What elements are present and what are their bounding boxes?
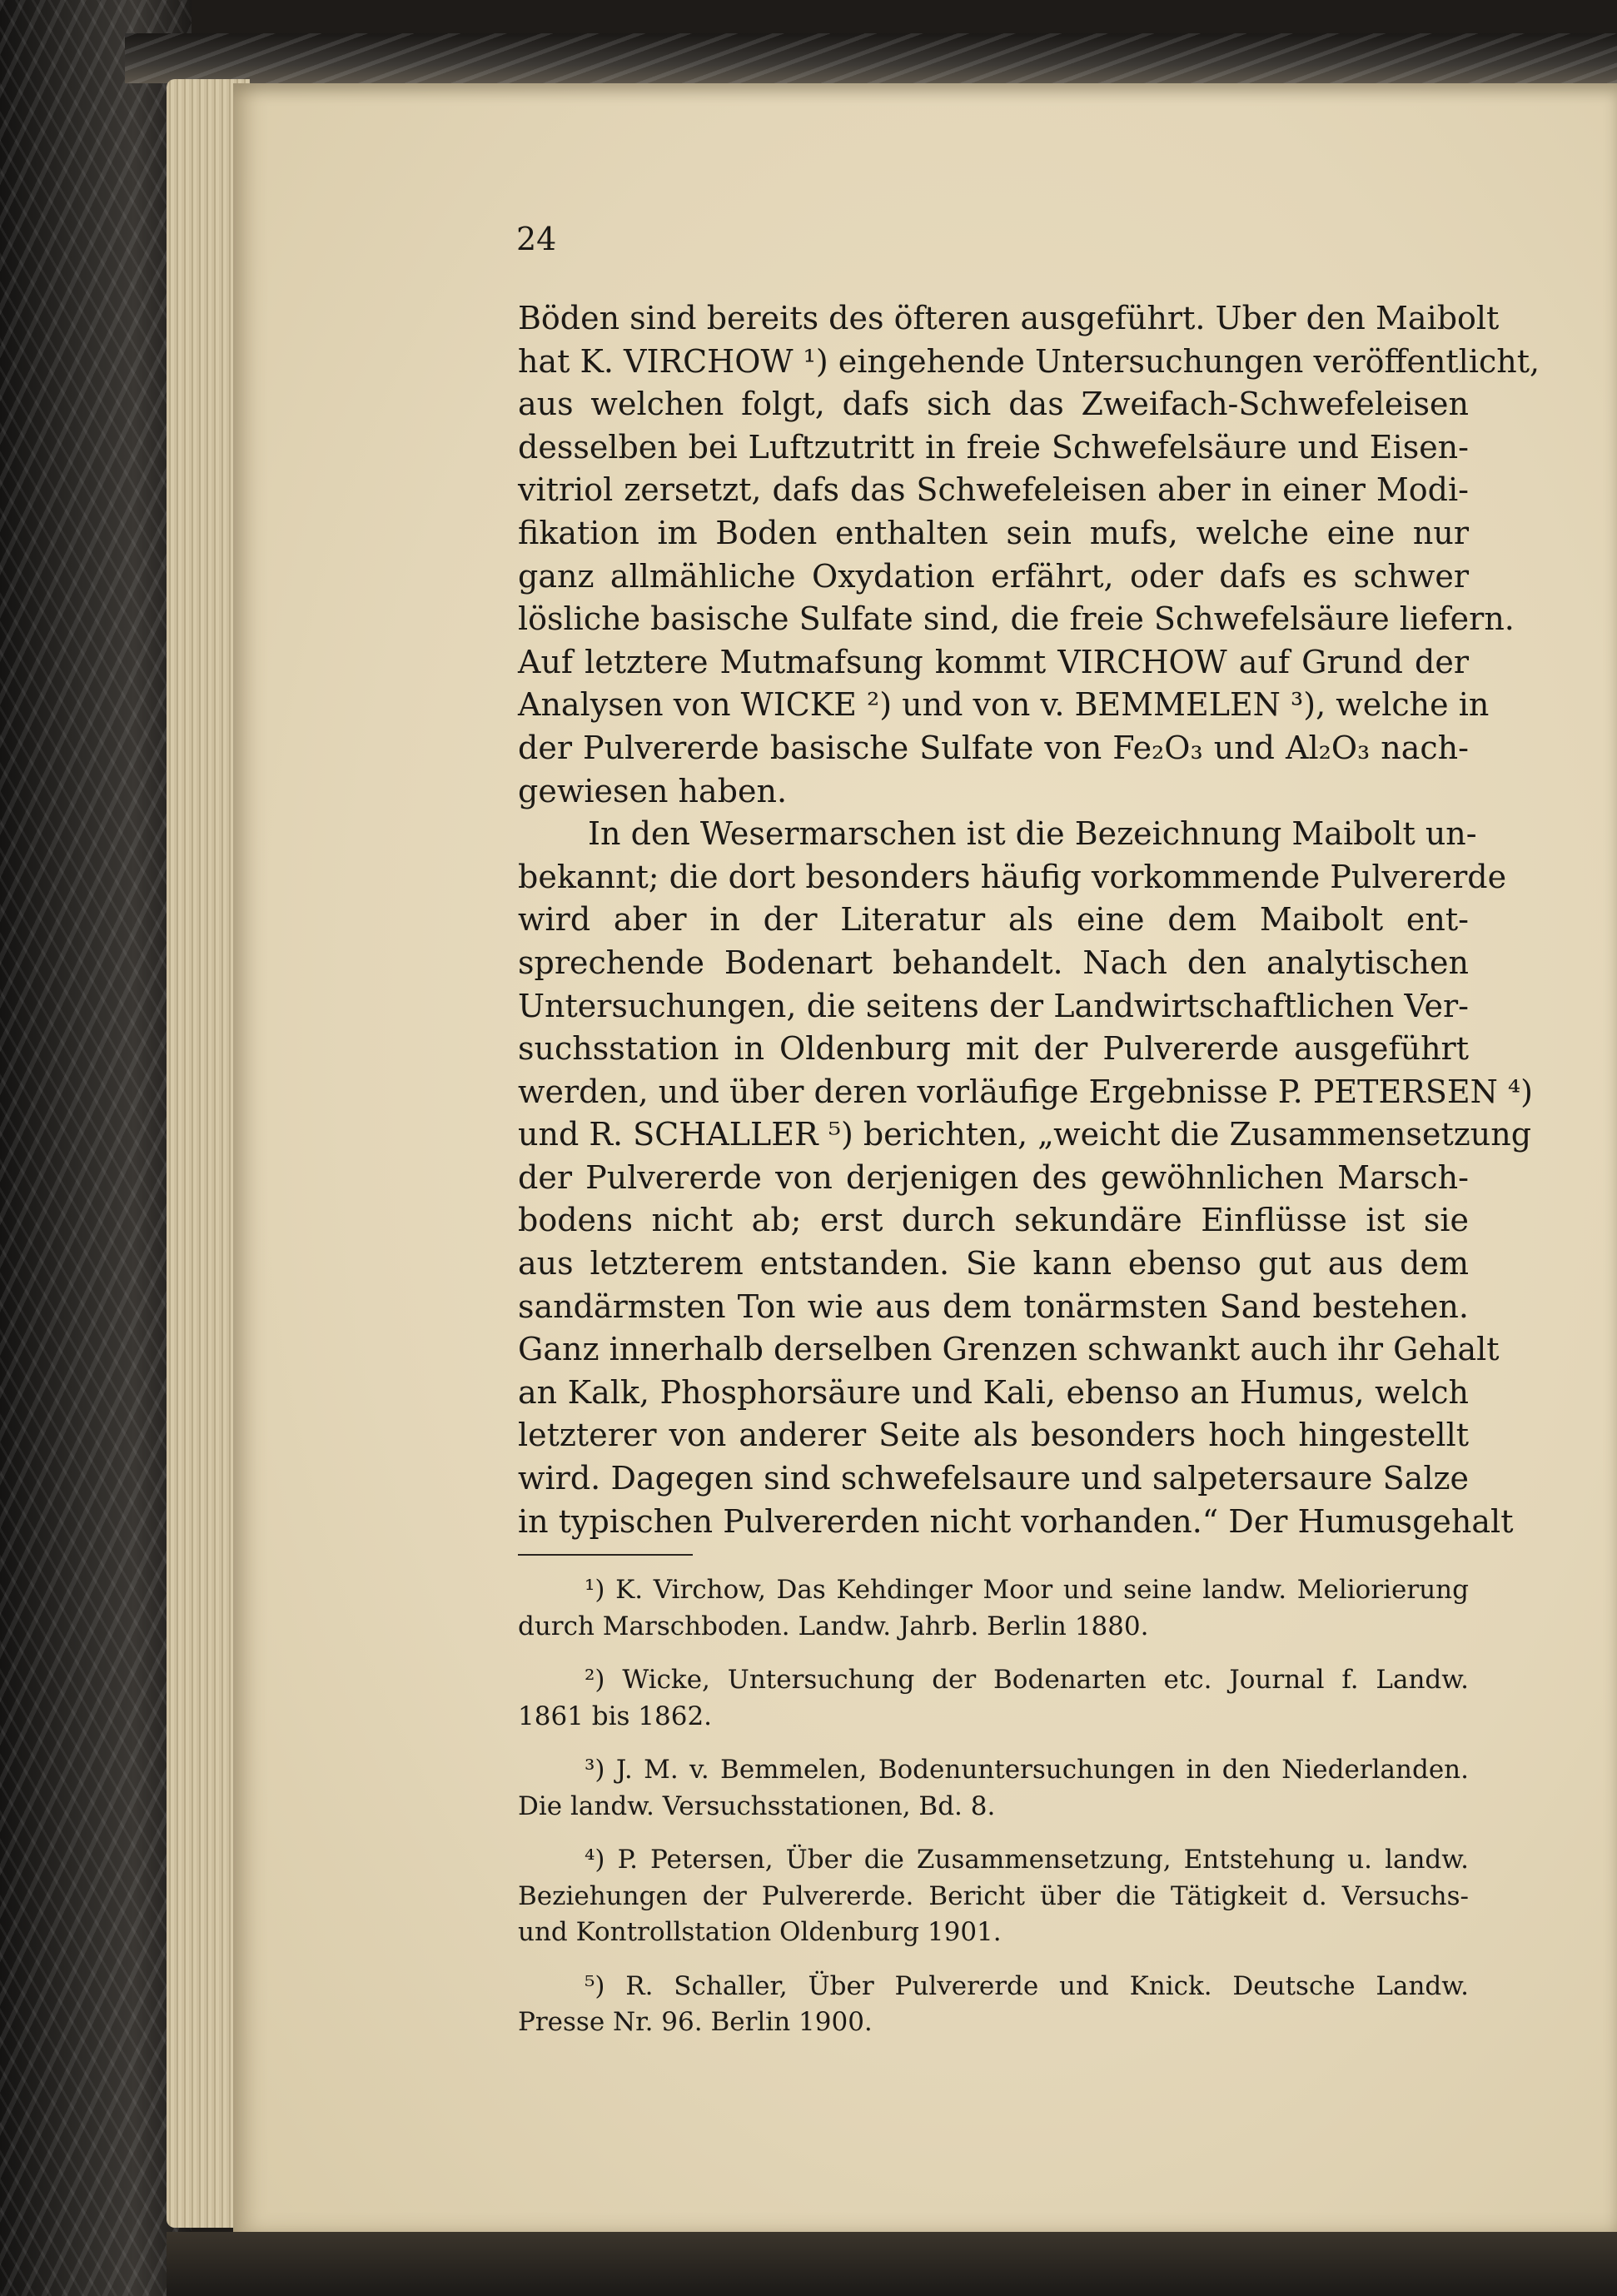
text-line: der Pulvererde basische Sulfate von Fe₂O₃ und Al₂O₃ nach- [518,729,1469,766]
text-line: Ganz innerhalb derselben Grenzen schwankt auch ihr Gehalt [518,1331,1500,1368]
text-line: Analysen von WICKE ²) und von v. BEMMELEN ³), welche in [518,686,1490,724]
text-line: aus letzterem entstanden. Sie kann ebenso gut aus dem [518,1245,1469,1282]
footnote-line: ⁴) P. Petersen, Über die Zusammensetzung, Entstehung u. landw. [585,1845,1469,1875]
text-line: suchsstation in Oldenburg mit der Pulvererde ausgeführt [518,1030,1469,1068]
paragraph-start-line: In den Wesermarschen ist die Bezeichnung Maibolt un- [588,815,1477,853]
footnote-line: Beziehungen der Pulvererde. Bericht über die Tätigkeit d. Versuchs- [518,1880,1469,1911]
footnote-line: durch Marschboden. Landw. Jahrb. Berlin 1880. [518,1611,1149,1641]
footnote-line: und Kontrollstation Oldenburg 1901. [518,1917,1002,1947]
footnote-line: Die landw. Versuchsstationen, Bd. 8. [518,1790,996,1821]
text-line: fikation im Boden enthalten sein mufs, welche eine nur [518,514,1469,551]
footnote [518,1662,1469,1735]
footnote [518,1969,1469,2041]
text-line: desselben bei Luftzutritt in freie Schwefelsäure und Eisen- [518,428,1469,466]
footnote [518,1572,1469,1645]
footnote-rule [518,1554,693,1556]
text-line: werden, und über deren vorläufige Ergebnisse P. PETERSEN ⁴) [518,1073,1533,1110]
footnote-line: Presse Nr. 96. Berlin 1900. [518,2007,873,2037]
footnote-line: ⁵) R. Schaller, Über Pulvererde und Knick. Deutsche Landw. [585,1970,1469,2001]
text-line: aus welchen folgt, dafs sich das Zweifach-Schwefeleisen [518,386,1469,423]
footnote-line: ¹) K. Virchow, Das Kehdinger Moor und seine landw. Meliorierung [585,1575,1469,1605]
text-line: bodens nicht ab; erst durch sekundäre Einflüsse ist sie [518,1202,1469,1239]
text-line: sandärmsten Ton wie aus dem tonärmsten Sand bestehen. [518,1287,1469,1325]
text-line: Böden sind bereits des öfteren ausgeführt. Uber den Maibolt [518,300,1500,336]
text-line: der Pulvererde von derjenigen des gewöhnlichen Marsch- [518,1158,1469,1196]
body-text [518,297,1540,1543]
text-line: in typischen Pulvererden nicht vorhanden.“ Der Humusgehalt [518,1502,1514,1540]
footnote [518,1752,1469,1825]
text-line: Auf letztere Mutmafsung kommt VIRCHOW auf Grund der [518,643,1469,680]
top-binding-edge [125,33,1617,83]
text-line: bekannt; die dort besonders häufig vorkommende Pulvererde [518,858,1507,895]
footnote [518,1842,1469,1951]
text-line: lösliche basische Sulfate sind, die freie Schwefelsäure liefern. [518,600,1515,638]
text-line: hat K. VIRCHOW ¹) eingehende Untersuchungen veröffentlicht, [518,342,1540,380]
text-line: sprechende Bodenart behandelt. Nach den analytischen [518,944,1469,981]
text-line: Untersuchungen, die seitens der Landwirtschaftlichen Ver- [518,987,1469,1024]
footnote-line: ³) J. M. v. Bemmelen, Bodenuntersuchungen in den Niederlanden. [585,1755,1469,1785]
text-line: an Kalk, Phosphorsäure und Kali, ebenso an Humus, welch [518,1373,1469,1411]
footnotes [518,1572,1469,2041]
page-number: 24 [516,221,557,257]
text-line: gewiesen haben. [518,772,788,809]
text-line: ganz allmähliche Oxydation erfährt, oder dafs es schwer [518,557,1469,595]
marbled-cover-board [0,0,192,2296]
text-line: und R. SCHALLER ⁵) berichten, „weicht die Zusammensetzung [518,1116,1532,1153]
text-line: letzterer von anderer Seite als besonders hoch hingestellt [518,1417,1469,1454]
text-line: wird. Dagegen sind schwefelsaure und salpetersaure Salze [518,1460,1469,1497]
footnote-line: ²) Wicke, Untersuchung der Bodenarten etc. Journal f. Landw. [585,1665,1469,1695]
footnote-line: 1861 bis 1862. [518,1701,713,1731]
bottom-binding-edge [167,2232,1617,2296]
text-line: vitriol zersetzt, dafs das Schwefeleisen aber in einer Modi- [518,471,1469,509]
text-line: wird aber in der Literatur als eine dem Maibolt ent- [518,901,1469,939]
